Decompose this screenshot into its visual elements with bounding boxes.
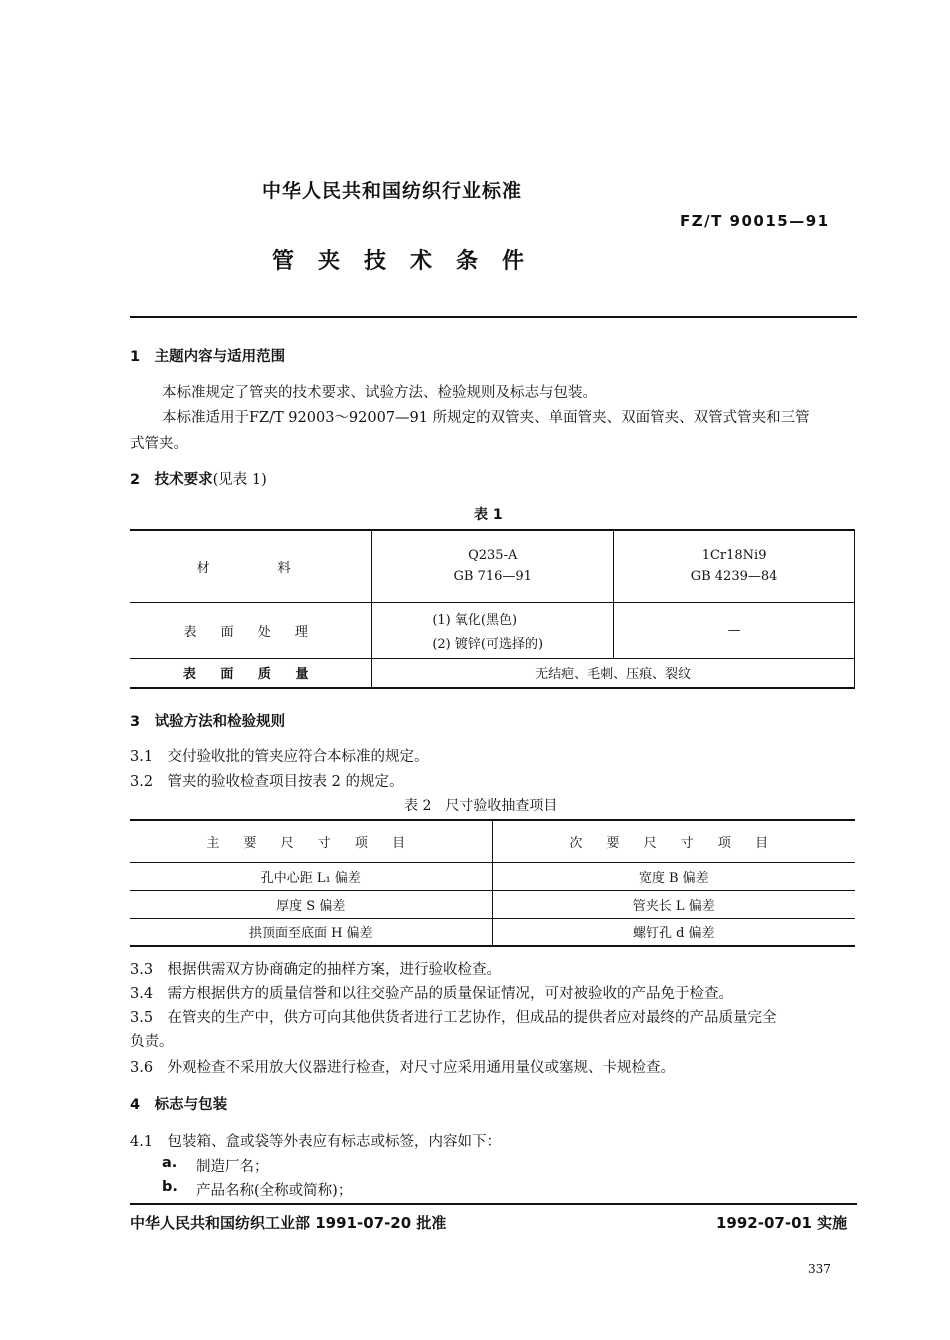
section3-heading: 3 试验方法和检验规则: [130, 714, 286, 730]
table1-row-material: [130, 530, 855, 602]
section2-heading: [130, 468, 267, 489]
table1-treatment-oxidize: (1) 氧化(黑色): [432, 612, 518, 628]
item-b-marker: b.: [162, 1179, 178, 1195]
section1-heading: 1 主题内容与适用范围: [130, 349, 286, 365]
clause-4-1: 4.1 包装箱、盒或袋等外表应有标志或标签，内容如下：: [130, 1134, 502, 1150]
clause-3-3: 3.3 根据供需双方协商确定的抽样方案，进行验收检查。: [130, 962, 502, 978]
table1-caption: 表 1: [474, 507, 503, 523]
header-divider: [130, 316, 857, 318]
table2-primary-item: 孔中心距 L₁ 偏差: [130, 862, 492, 890]
table2-header-row: [130, 820, 855, 862]
table1-row-surface-treatment: [130, 602, 855, 658]
table2: [130, 819, 855, 947]
page-number: 337: [808, 1262, 831, 1276]
section4-heading: 4 标志与包装: [130, 1097, 228, 1113]
table1-material-1cr18ni9: 1Cr18Ni9: [701, 548, 767, 564]
table2-secondary-item: 宽度 B 偏差: [492, 862, 855, 890]
item-b-text: 产品名称(全称或简称)；: [196, 1183, 353, 1199]
section1-paragraph2-line1: 本标准适用于FZ/T 92003～92007—91 所规定的双管夹、单面管夹、双面管夹、双管式管夹和三管: [162, 410, 810, 426]
table1-treatment-galvanize: (2) 镀锌(可选择的): [432, 636, 544, 652]
table1-treatment-none: —: [614, 602, 855, 658]
table2-primary-item: 厚度 S 偏差: [130, 890, 492, 918]
table1-surface-quality-label: 表 面 质 量: [182, 667, 319, 683]
table1-material-gb716: GB 716—91: [453, 569, 532, 585]
clause-3-6: 3.6 外观检查不采用放大仪器进行检查，对尺寸应采用通用量仪或塞规、卡规检查。: [130, 1060, 676, 1076]
table1-material-gb4239: GB 4239—84: [690, 569, 778, 585]
section2-heading-text: 2 技术要求: [130, 472, 213, 488]
table2-row: [130, 862, 855, 890]
table1-material-q235: Q235-A: [468, 548, 518, 564]
org-title: 中华人民共和国纺织行业标准: [262, 180, 523, 202]
standard-code: FZ/T 90015—91: [680, 212, 830, 230]
table2-secondary-item: 螺钉孔 d 偏差: [492, 918, 855, 946]
approval-line: 中华人民共和国纺织工业部 1991-07-20 批准: [130, 1214, 447, 1232]
section1-paragraph1: 本标准规定了管夹的技术要求、试验方法、检验规则及标志与包装。: [162, 385, 597, 401]
document-title: 管夹技术条件: [272, 249, 549, 274]
table1-surface-quality-value: 无结疤、毛刺、压痕、裂纹: [372, 658, 855, 688]
clause-3-5-line1: 3.5 在管夹的生产中，供方可向其他供货者进行工艺协作，但成品的提供者应对最终的产品质量完全: [130, 1010, 777, 1026]
table2-row: [130, 918, 855, 946]
footer-divider: [130, 1203, 857, 1205]
effective-date: 1992-07-01 实施: [716, 1214, 848, 1232]
clause-3-5-line2: 负责。: [130, 1034, 174, 1050]
table2-primary-item: 拱顶面至底面 H 偏差: [130, 918, 492, 946]
clause-3-4: 3.4 需方根据供方的质量信誉和以往交验产品的质量保证情况，可对被验收的产品免于检查。: [130, 986, 734, 1002]
item-a-marker: a.: [162, 1155, 178, 1171]
table1-material-label: 材 料: [196, 560, 305, 576]
clause-3-2: 3.2 管夹的验收检查项目按表 2 的规定。: [130, 774, 404, 790]
table1: [130, 529, 855, 689]
item-a-text: 制造厂名；: [196, 1159, 269, 1175]
table2-header-primary: 主 要 尺 寸 项 目: [206, 835, 416, 851]
section1-paragraph2-line2: 式管夹。: [130, 436, 188, 452]
table2-secondary-item: 管夹长 L 偏差: [492, 890, 855, 918]
table2-row: [130, 890, 855, 918]
section2-heading-suffix: (见表 1): [212, 472, 267, 488]
clause-3-1: 3.1 交付验收批的管夹应符合本标准的规定。: [130, 749, 429, 765]
table2-header-secondary: 次 要 尺 寸 项 目: [569, 835, 779, 851]
table1-surface-treatment-label: 表 面 处 理: [183, 624, 318, 640]
table2-caption: 表 2 尺寸验收抽查项目: [404, 798, 558, 814]
table1-row-surface-quality: [130, 658, 855, 688]
